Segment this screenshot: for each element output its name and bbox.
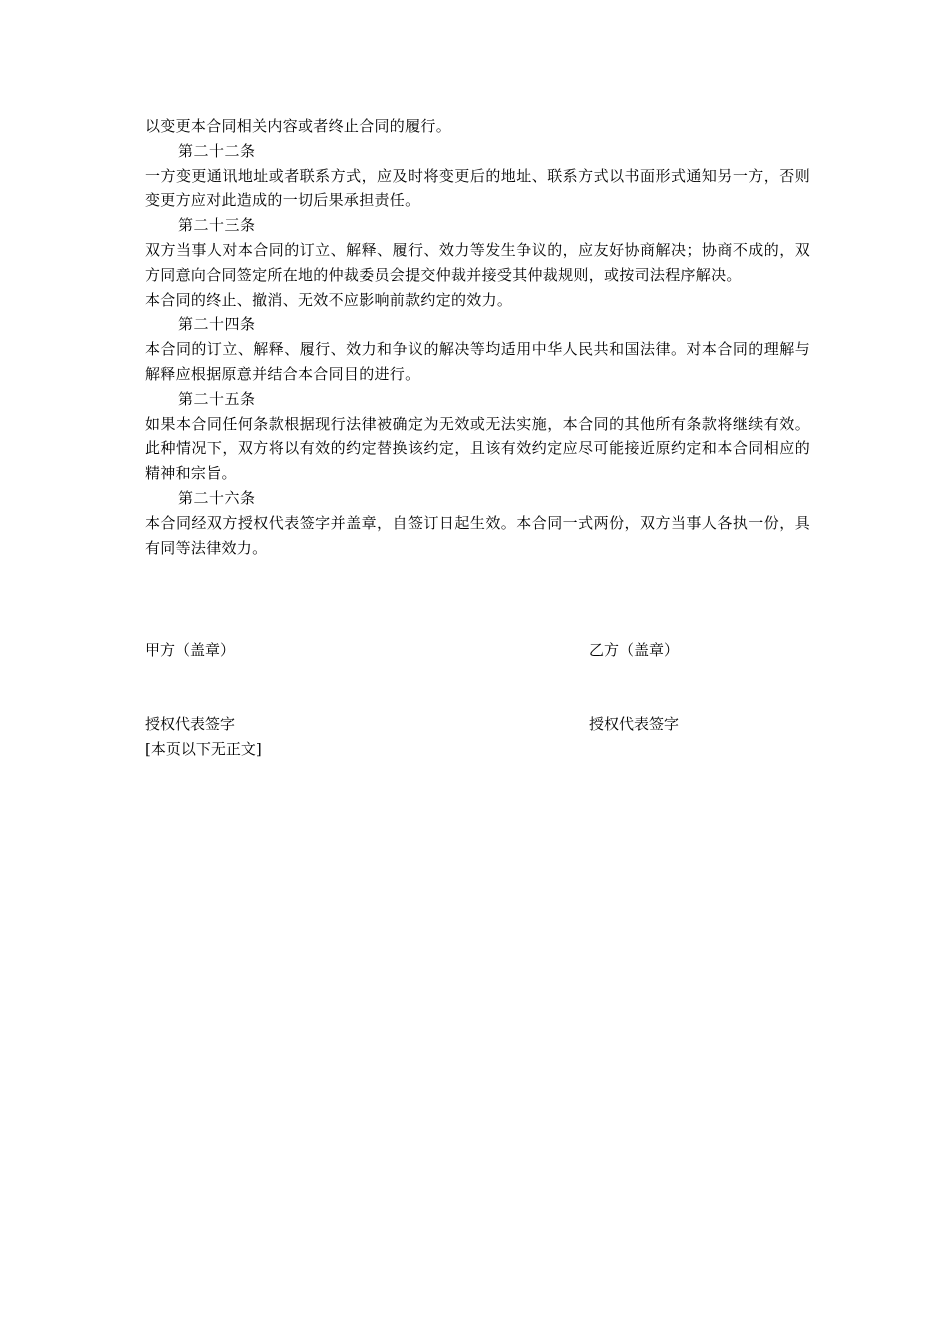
paragraph-continuation: 以变更本合同相关内容或者终止合同的履行。 (145, 117, 452, 135)
article-26-text: 本合同经双方授权代表签字并盖章，自签订日起生效。本合同一式两份，双方当事人各执一份，具有同等法律效力。 (145, 513, 810, 557)
end-of-text-note: [本页以下无正文] (145, 740, 262, 758)
party-a-representative-label: 授权代表签字 (145, 715, 236, 733)
party-a-seal-label: 甲方（盖章） (145, 641, 236, 659)
article-23-title: 第二十三条 (178, 216, 256, 235)
article-25-title: 第二十五条 (178, 389, 256, 408)
party-b-representative-label: 授权代表签字 (589, 715, 680, 733)
article-25-text: 如果本合同任何条款根据现行法律被确定为无效或无法实施，本合同的其他所有条款将继续有效。此种情况下，双方将以有效的约定替换该约定，且该有效约定应尽可能接近原约定和本合同相应的精神和宗旨。 (145, 414, 810, 483)
article-24-text: 本合同的订立、解释、履行、效力和争议的解决等均适用中华人民共和国法律。对本合同的理解与解释应根据原意并结合本合同目的进行。 (145, 340, 810, 383)
article-22-text: 一方变更通讯地址或者联系方式，应及时将变更后的地址、联系方式以书面形式通知另一方，否则变更方应对此造成的一切后果承担责任。 (145, 166, 810, 210)
article-22-title: 第二十二条 (178, 141, 256, 160)
article-24-title: 第二十四条 (178, 315, 256, 334)
contract-body (145, 114, 810, 560)
article-23-text-2: 本合同的终止、撤消、无效不应影响前款约定的效力。 (145, 290, 513, 309)
article-26-title: 第二十六条 (178, 488, 256, 507)
party-b-seal-label: 乙方（盖章） (589, 641, 680, 659)
article-23-text: 双方当事人对本合同的订立、解释、履行、效力等发生争议的，应友好协商解决；协商不成的，双方同意向合同签定所在地的仲裁委员会提交仲裁并接受其仲裁规则，或按司法程序解决。 (145, 240, 810, 284)
